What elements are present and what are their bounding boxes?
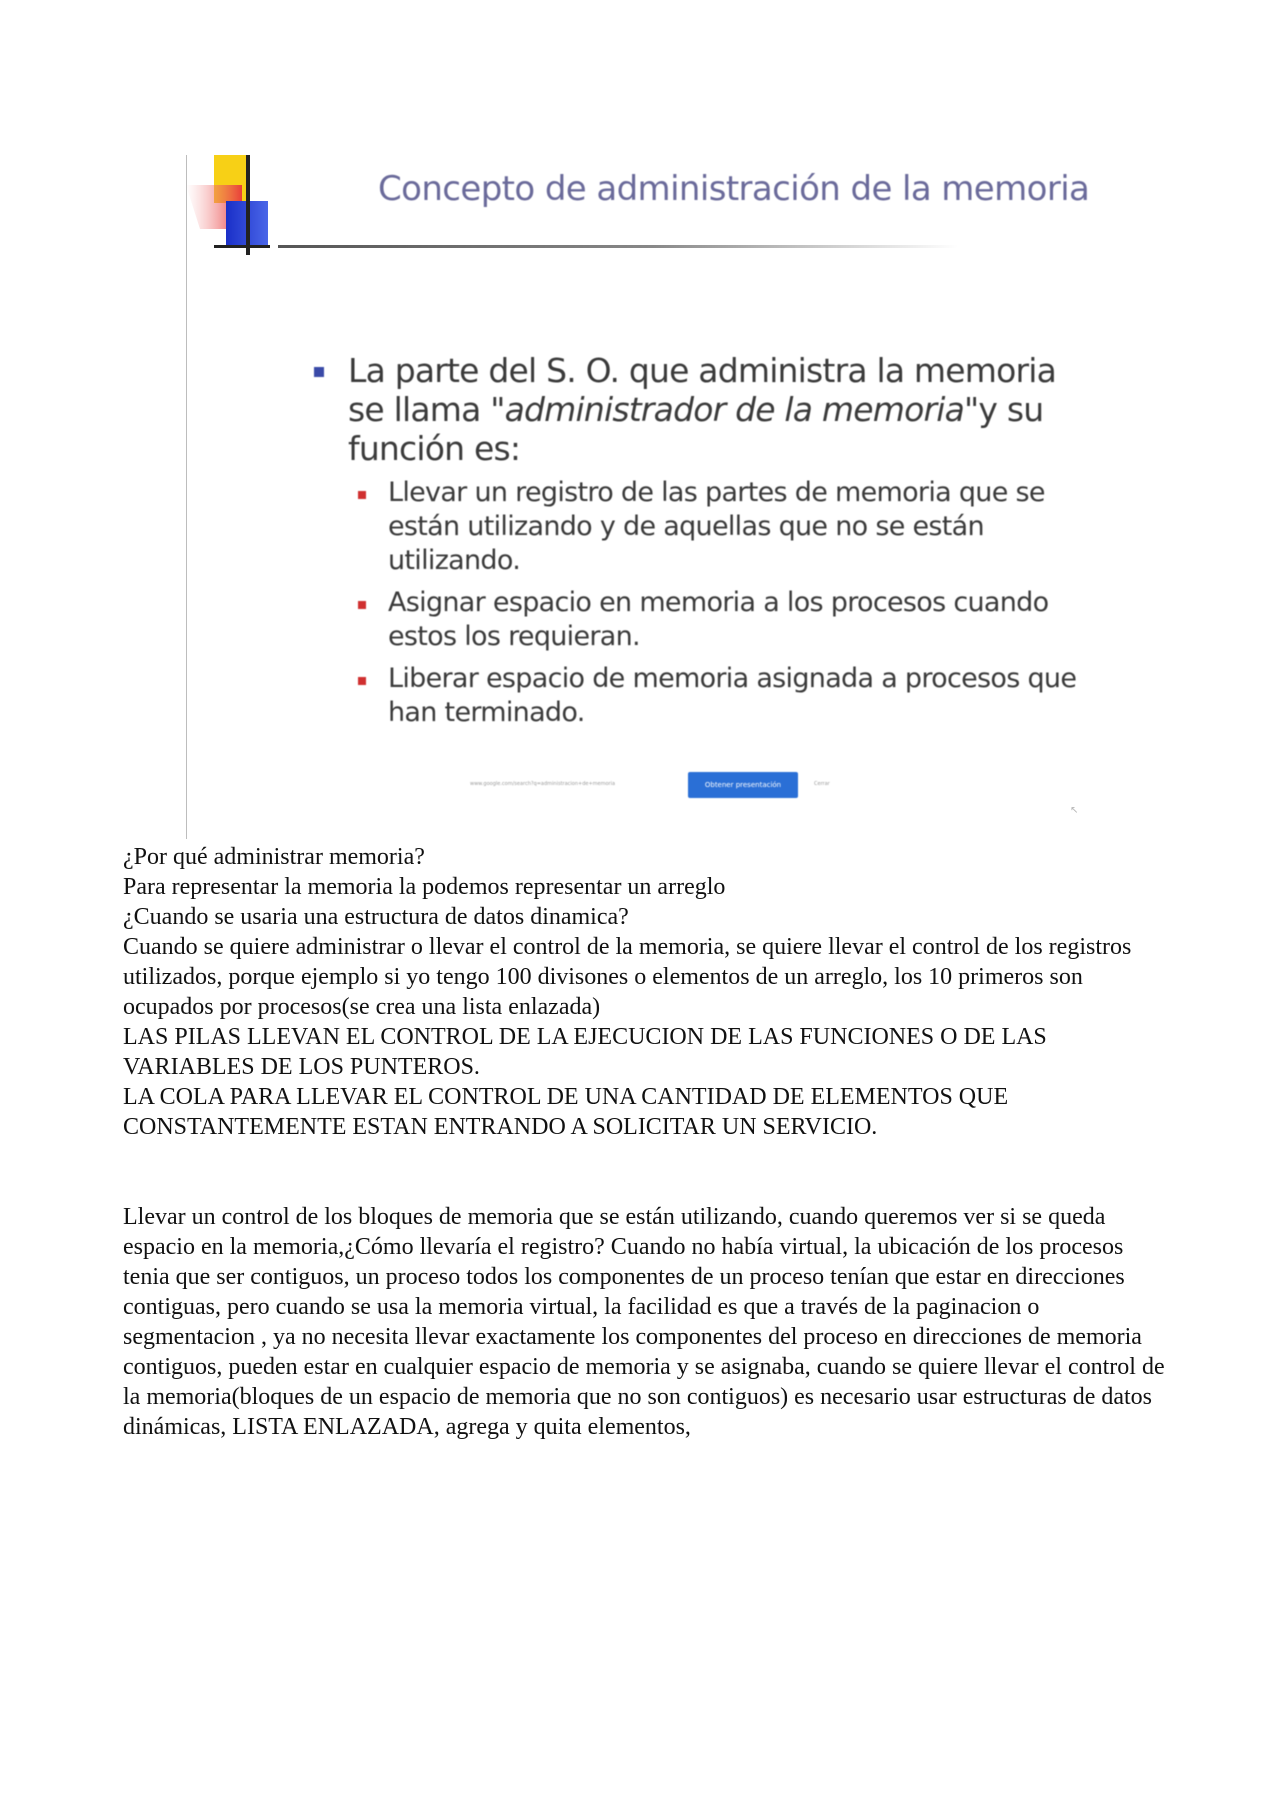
slide-sub-bullet-text: Asignar espacio en memoria a los procesos cuando estos los requieran. (388, 587, 1049, 652)
square-bullet-icon (314, 367, 324, 377)
slide-footer-url: www.google.com/search?q=administracion+de+memoria (470, 781, 616, 787)
slide-logo-icon (186, 155, 286, 255)
doc-paragraph: ¿Cuando se usaria una estructura de datos dinamica? (123, 904, 629, 930)
embedded-slide-image (186, 155, 1096, 839)
slide-body (314, 351, 1084, 738)
slide-sub-bullet-list (314, 476, 1084, 730)
doc-paragraph: Para representar la memoria la podemos representar un arreglo (123, 874, 726, 900)
slide-sub-bullet-text: Liberar espacio de memoria asignada a procesos que han terminado. (388, 663, 1077, 728)
slide-sub-bullet-text: Llevar un registro de las partes de memoria que se están utilizando y de aquellas que no se están utilizando. (388, 477, 1045, 576)
slide-bullet-emphasis: administrador de la memoria (504, 390, 965, 429)
slide-bullet-main (314, 351, 1084, 468)
slide-footer-close: Cerrar (814, 781, 830, 787)
red-square-bullet-icon (358, 601, 366, 609)
slide-bullet-suffix: "y su función es: (348, 390, 1044, 468)
doc-paragraph: Cuando se quiere administrar o llevar el control de la memoria, se quiere llevar el control de los registros utilizados, porque ejemplo si yo tengo 100 divisones o elementos de un arreglo, los 10 primeros son ocupados por procesos(se crea una lista enlazada) (123, 934, 1132, 1020)
doc-paragraph: LAS PILAS LLEVAN EL CONTROL DE LA EJECUCION DE LAS FUNCIONES O DE LAS VARIABLES DE LOS PUNTEROS. (123, 1024, 1047, 1080)
slide-sub-bullet (348, 476, 1084, 578)
slide-sub-bullet (348, 662, 1084, 730)
slide-title-rule (278, 245, 958, 248)
doc-paragraph: LA COLA PARA LLEVAR EL CONTROL DE UNA CANTIDAD DE ELEMENTOS QUE CONSTANTEMENTE ESTAN ENTRANDO A SOLICITAR UN SERVICIO. (123, 1084, 1009, 1140)
slide-bullet-prefix: La parte del S. O. que administra la memoria se llama " (348, 351, 1057, 429)
cursor-icon: ↖ (1070, 805, 1079, 816)
get-presentation-button: Obtener presentación (688, 772, 798, 798)
slide-title: Concepto de administración de la memoria (378, 169, 1090, 209)
red-square-bullet-icon (358, 677, 366, 685)
slide-footer-bar (470, 772, 890, 798)
document-body (123, 842, 1168, 1442)
doc-closing-paragraph: Llevar un control de los bloques de memoria que se están utilizando, cuando queremos ver si se queda espacio en la memoria,¿Cómo llevaría el registro? Cuando no había virtual, la ubicación de los procesos tenia que ser contiguos, un proceso todos los componentes de un proceso tenían que estar en direcciones contiguas, pero cuando se usa la memoria virtual, la facilidad es que a través de la paginacion o segmentacion , ya no necesita llevar exactamente los componentes del proceso en direcciones de memoria contiguos, pueden estar en cualquier espacio de memoria y se asignaba, cuando se quiere llevar el control de la memoria(bloques de un espacio de memoria que no son contiguos) es necesario usar estructuras de datos dinámicas, LISTA ENLAZADA, agrega y quita elementos, (123, 1204, 1165, 1440)
slide-sub-bullet (348, 586, 1084, 654)
doc-paragraph: ¿Por qué administrar memoria? (123, 844, 425, 870)
slide-left-border (186, 155, 187, 839)
paragraph-spacer (123, 1142, 1168, 1202)
red-square-bullet-icon (358, 491, 366, 499)
